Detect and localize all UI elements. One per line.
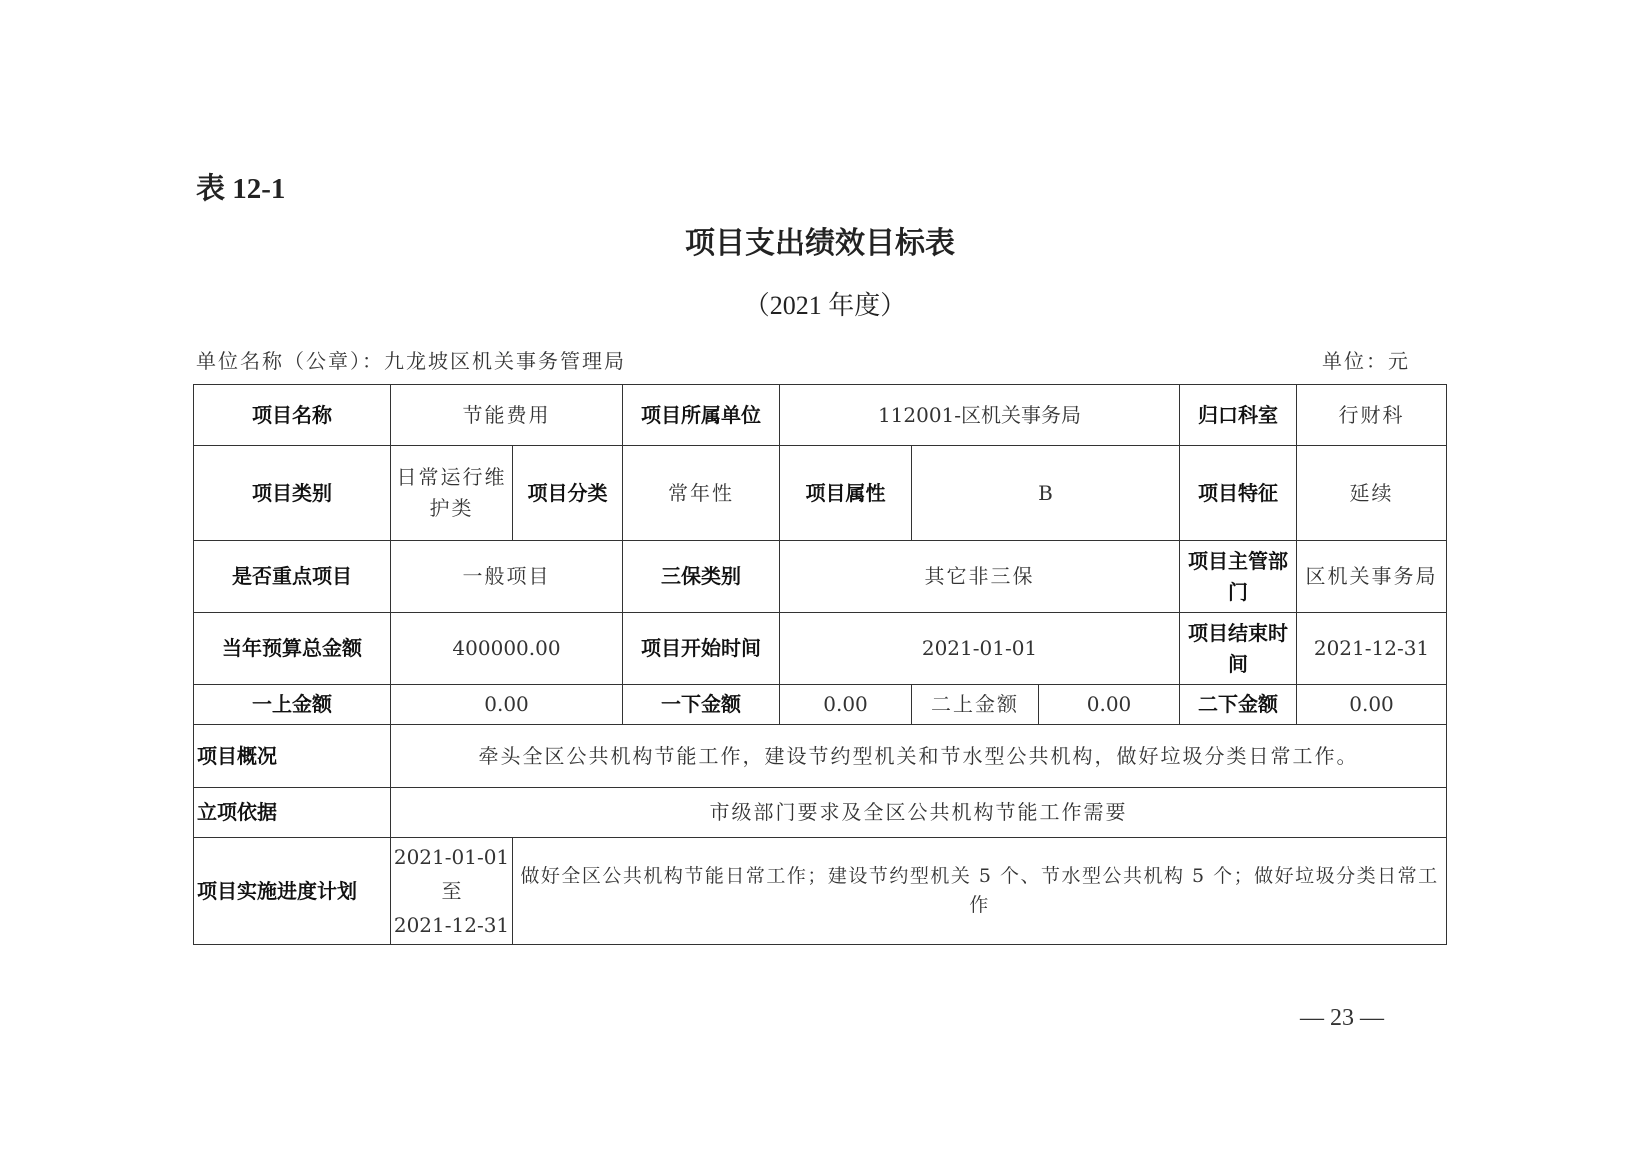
plan-to: 至 (441, 879, 462, 903)
attr-value: B (912, 446, 1180, 541)
table-row (194, 788, 1447, 838)
end-value: 2021-12-31 (1297, 613, 1447, 685)
unit-name: 单位名称（公章）：九龙坡区机关事务管理局 (196, 349, 626, 373)
sanbao-label: 三保类别 (623, 541, 780, 613)
page-number: — 23 — (1300, 1005, 1384, 1031)
table-row (194, 685, 1447, 725)
office-value: 行财科 (1297, 385, 1447, 446)
key-project-label: 是否重点项目 (194, 541, 391, 613)
feature-label: 项目特征 (1180, 446, 1297, 541)
office-label: 归口科室 (1180, 385, 1297, 446)
table-row (194, 541, 1447, 613)
table-number: 表 12-1 (196, 173, 286, 205)
owner-unit-label: 项目所属单位 (623, 385, 780, 446)
overview-label: 项目概况 (194, 725, 391, 788)
down1-value: 0.00 (780, 685, 912, 725)
sanbao-value: 其它非三保 (780, 541, 1180, 613)
category-value: 日常运行维护类 (391, 446, 513, 541)
page-title: 项目支出绩效目标表 (685, 226, 955, 261)
classify-label: 项目分类 (513, 446, 623, 541)
start-label: 项目开始时间 (623, 613, 780, 685)
project-name-value: 节能费用 (391, 385, 623, 446)
project-name-label: 项目名称 (194, 385, 391, 446)
basis-label: 立项依据 (194, 788, 391, 838)
down2-value: 0.00 (1297, 685, 1447, 725)
table-row (194, 613, 1447, 685)
attr-label: 项目属性 (780, 446, 912, 541)
up2-label: 二上金额 (912, 685, 1039, 725)
currency-unit: 单位：元 (1322, 349, 1410, 373)
up2-value: 0.00 (1039, 685, 1180, 725)
budget-value: 400000.00 (391, 613, 623, 685)
classify-value: 常年性 (623, 446, 780, 541)
budget-label: 当年预算总金额 (194, 613, 391, 685)
performance-target-table (193, 384, 1447, 945)
down2-label: 二下金额 (1180, 685, 1297, 725)
table-row (194, 385, 1447, 446)
up1-label: 一上金额 (194, 685, 391, 725)
plan-period (391, 838, 513, 945)
end-label: 项目结束时间 (1180, 613, 1297, 685)
table-row (194, 838, 1447, 945)
dept-value: 区机关事务局 (1297, 541, 1447, 613)
table-row (194, 725, 1447, 788)
table-row (194, 446, 1447, 541)
overview-value: 牵头全区公共机构节能工作，建设节约型机关和节水型公共机构，做好垃圾分类日常工作。 (391, 725, 1447, 788)
feature-value: 延续 (1297, 446, 1447, 541)
plan-label: 项目实施进度计划 (194, 838, 391, 945)
category-label: 项目类别 (194, 446, 391, 541)
key-project-value: 一般项目 (391, 541, 623, 613)
owner-unit-value: 112001-区机关事务局 (780, 385, 1180, 446)
start-value: 2021-01-01 (780, 613, 1180, 685)
dept-label: 项目主管部门 (1180, 541, 1297, 613)
down1-label: 一下金额 (623, 685, 780, 725)
plan-value: 做好全区公共机构节能日常工作；建设节约型机关 5 个、节水型公共机构 5 个；做好垃圾分类日常工作 (513, 838, 1447, 945)
up1-value: 0.00 (391, 685, 623, 725)
year-subtitle: （2021 年度） (743, 291, 907, 320)
basis-value: 市级部门要求及全区公共机构节能工作需要 (391, 788, 1447, 838)
plan-end-date: 2021-12-31 (393, 913, 510, 937)
plan-start-date: 2021-01-01 (393, 845, 510, 869)
